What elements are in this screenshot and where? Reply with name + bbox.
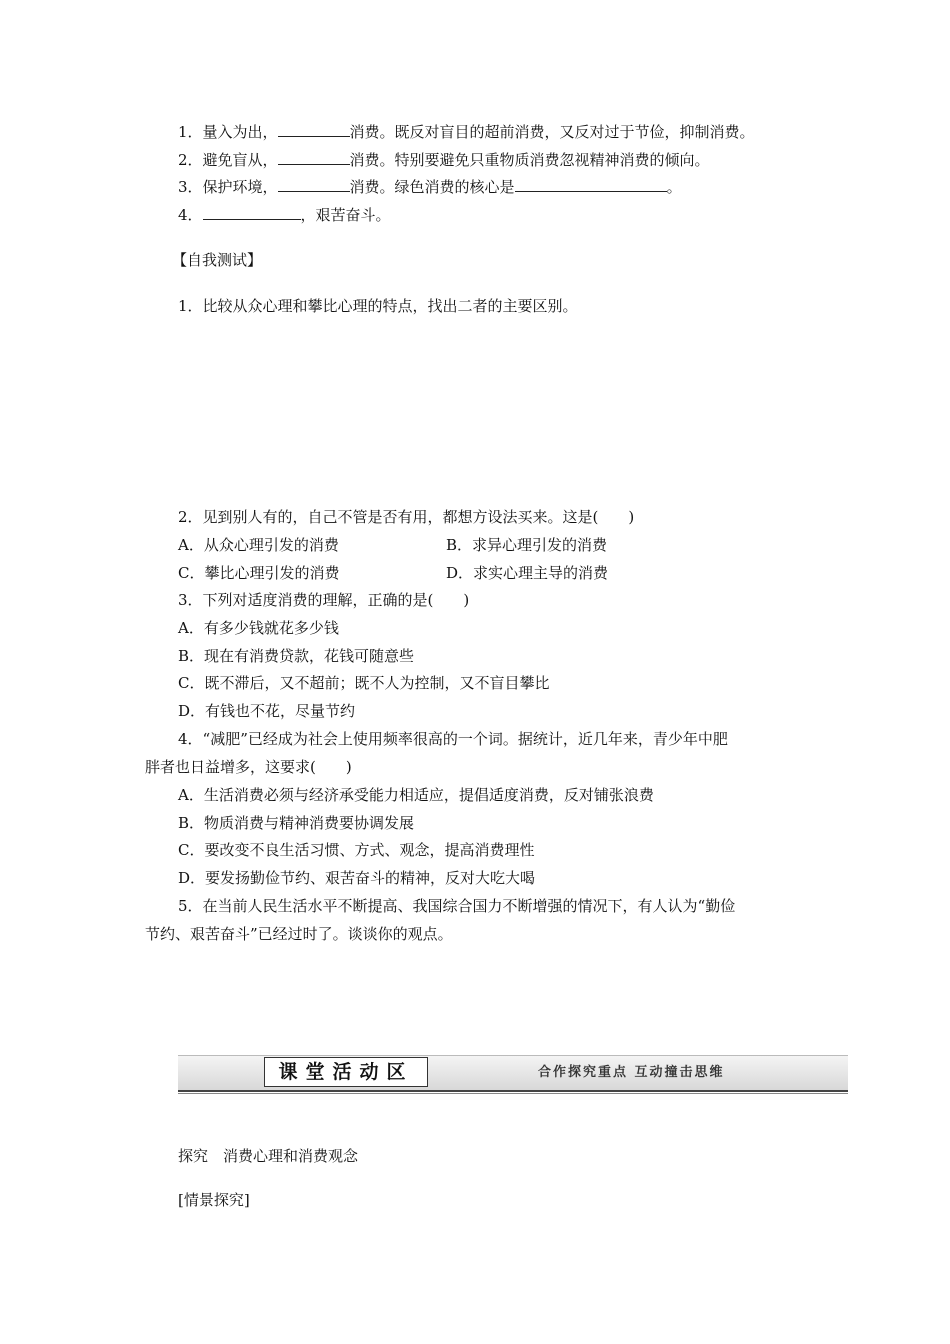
question-3-option-c: C．既不滞后，又不超前；既不人为控制，又不盲目攀比	[178, 674, 550, 692]
banner-title: 课堂活动区	[264, 1057, 428, 1087]
question-2-option-d: D．求实心理主导的消费	[446, 564, 609, 582]
question-3-option-d: D．有钱也不花，尽量节约	[178, 702, 356, 720]
fill-item-4	[178, 205, 391, 225]
fill-item-1	[178, 122, 755, 142]
answer-blank[interactable]	[203, 205, 301, 220]
question-4-stem-line-1: 4．“减肥”已经成为社会上使用频率很高的一个词。据统计，近几年来，青少年中肥	[178, 730, 728, 748]
question-4-option-c: C．要改变不良生活习惯、方式、观念，提高消费理性	[178, 841, 535, 859]
fill-item-3-pre: 3．保护环境，	[178, 178, 278, 196]
banner-slogan: 合作探究重点 互动撞击思维	[538, 1065, 725, 1080]
inquiry-subheading: [情景探究]	[178, 1191, 250, 1209]
fill-item-3-mid: 消费。绿色消费的核心是	[349, 178, 515, 196]
question-4-option-d: D．要发扬勤俭节约、艰苦奋斗的精神，反对大吃大喝	[178, 869, 536, 887]
question-4-option-a: A．生活消费必须与经济承受能力相适应，提倡适度消费，反对铺张浪费	[178, 786, 654, 804]
fill-item-4-pre: 4．	[178, 206, 203, 224]
fill-item-2	[178, 150, 710, 170]
fill-item-1-post: 消费。既反对盲目的超前消费，又反对过于节俭，抑制消费。	[349, 123, 755, 141]
question-5-stem-line-1: 5．在当前人民生活水平不断提高、我国综合国力不断增强的情况下，有人认为“勤俭	[178, 897, 736, 915]
fill-item-2-pre: 2．避免盲从，	[178, 151, 278, 169]
question-3-option-a: A．有多少钱就花多少钱	[178, 619, 339, 637]
question-1: 1．比较从众心理和攀比心理的特点，找出二者的主要区别。	[178, 297, 578, 315]
question-2-option-b: B．求异心理引发的消费	[446, 536, 608, 554]
self-test-heading: 【自我测试】	[172, 251, 263, 269]
answer-blank[interactable]	[278, 122, 350, 137]
question-2-option-a: A．从众心理引发的消费	[178, 536, 339, 554]
inquiry-title: 探究 消费心理和消费观念	[178, 1147, 359, 1165]
fill-item-1-pre: 1．量入为出，	[178, 123, 278, 141]
question-3-stem: 3．下列对适度消费的理解，正确的是( )	[178, 591, 470, 609]
answer-blank[interactable]	[515, 177, 667, 192]
section-banner	[178, 1055, 848, 1095]
banner-rule	[178, 1090, 848, 1092]
question-4-option-b: B．物质消费与精神消费要协调发展	[178, 814, 415, 832]
fill-item-3	[178, 177, 682, 197]
question-2-option-c: C．攀比心理引发的消费	[178, 564, 340, 582]
fill-item-4-post: ，艰苦奋斗。	[300, 206, 391, 224]
question-2-stem: 2．见到别人有的，自己不管是否有用，都想方设法买来。这是( )	[178, 508, 635, 526]
question-4-stem-line-2: 胖者也日益增多，这要求( )	[145, 758, 352, 776]
question-5-stem-line-2: 节约、艰苦奋斗”已经过时了。谈谈你的观点。	[145, 925, 453, 943]
banner-rule-thin	[178, 1093, 848, 1094]
fill-item-3-post: 。	[666, 178, 682, 196]
answer-blank[interactable]	[278, 177, 350, 192]
question-3-option-b: B．现在有消费贷款，花钱可随意些	[178, 647, 415, 665]
answer-blank[interactable]	[278, 150, 350, 165]
fill-item-2-post: 消费。特别要避免只重物质消费忽视精神消费的倾向。	[349, 151, 710, 169]
